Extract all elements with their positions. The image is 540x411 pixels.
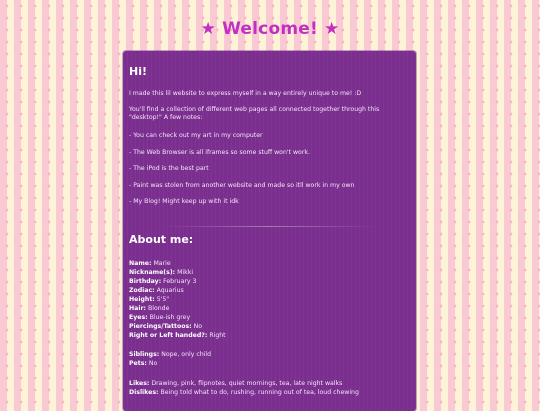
field-label: Zodiac: bbox=[129, 287, 155, 294]
about-heading: About me: bbox=[129, 233, 194, 246]
page-title bbox=[0, 19, 540, 39]
note-item: - The Web Browser is all iframes so some stuff won't work. bbox=[129, 149, 310, 156]
about-field bbox=[129, 278, 410, 286]
about-field bbox=[129, 380, 410, 388]
field-value: Being told what to do, rushing, running out of tea, loud chewing bbox=[160, 389, 359, 396]
field-label: Likes: bbox=[129, 380, 150, 387]
field-value: Drawing, pink, flipnotes, quiet mornings, tea, late night walks bbox=[151, 380, 343, 387]
intro-text-2: You'll find a collection of different web pages all connected together through this "desktop!" A few notes: bbox=[129, 106, 380, 122]
field-value: February 3 bbox=[163, 278, 197, 285]
note-item: - Paint was stolen from another website and made so itll work in my own bbox=[129, 182, 355, 189]
field-value: Right bbox=[209, 332, 226, 339]
field-label: Name: bbox=[129, 260, 152, 267]
field-value: No bbox=[193, 323, 203, 330]
about-field bbox=[129, 314, 410, 322]
about-field bbox=[129, 351, 410, 359]
section-divider bbox=[163, 226, 378, 227]
field-label: Siblings: bbox=[129, 351, 160, 358]
about-field bbox=[129, 323, 410, 331]
field-value: No bbox=[148, 360, 158, 367]
note-item: - You can check out my art in my computer bbox=[129, 132, 263, 139]
about-field bbox=[129, 260, 410, 268]
field-label: Right or Left handed?: bbox=[129, 332, 208, 339]
field-value: Blonde bbox=[147, 305, 170, 312]
about-field bbox=[129, 287, 410, 295]
field-label: Pets: bbox=[129, 360, 147, 367]
field-label: Nickname(s): bbox=[129, 269, 176, 276]
intro-text: I made this lil website to express myself in a way entirely unique to me! :D bbox=[129, 90, 362, 97]
field-value: Marie bbox=[153, 260, 171, 267]
about-field bbox=[129, 360, 410, 368]
about-field bbox=[129, 296, 410, 304]
field-value: Aquarius bbox=[156, 287, 184, 294]
about-field bbox=[129, 332, 410, 340]
field-value: Blue-ish grey bbox=[149, 314, 191, 321]
field-label: Hair: bbox=[129, 305, 147, 312]
note-item: - The iPod is the best part bbox=[129, 165, 209, 172]
content-panel[interactable] bbox=[123, 51, 416, 411]
about-field bbox=[129, 389, 410, 397]
field-value: Mikki bbox=[177, 269, 194, 276]
field-label: Birthday: bbox=[129, 278, 162, 285]
field-label: Eyes: bbox=[129, 314, 148, 321]
star-icon: ★ bbox=[200, 19, 216, 39]
intro-heading: Hi! bbox=[129, 65, 147, 78]
about-field bbox=[129, 305, 410, 313]
about-field bbox=[129, 269, 410, 277]
note-item: - My Blog! Might keep up with it idk bbox=[129, 198, 239, 205]
page-title-text: Welcome! bbox=[222, 19, 318, 39]
field-label: Height: bbox=[129, 296, 155, 303]
field-value: 5'5" bbox=[156, 296, 170, 303]
field-label: Dislikes: bbox=[129, 389, 159, 396]
field-value: Nope, only child bbox=[161, 351, 212, 358]
field-label: Piercings/Tattoos: bbox=[129, 323, 192, 330]
star-icon: ★ bbox=[324, 19, 340, 39]
